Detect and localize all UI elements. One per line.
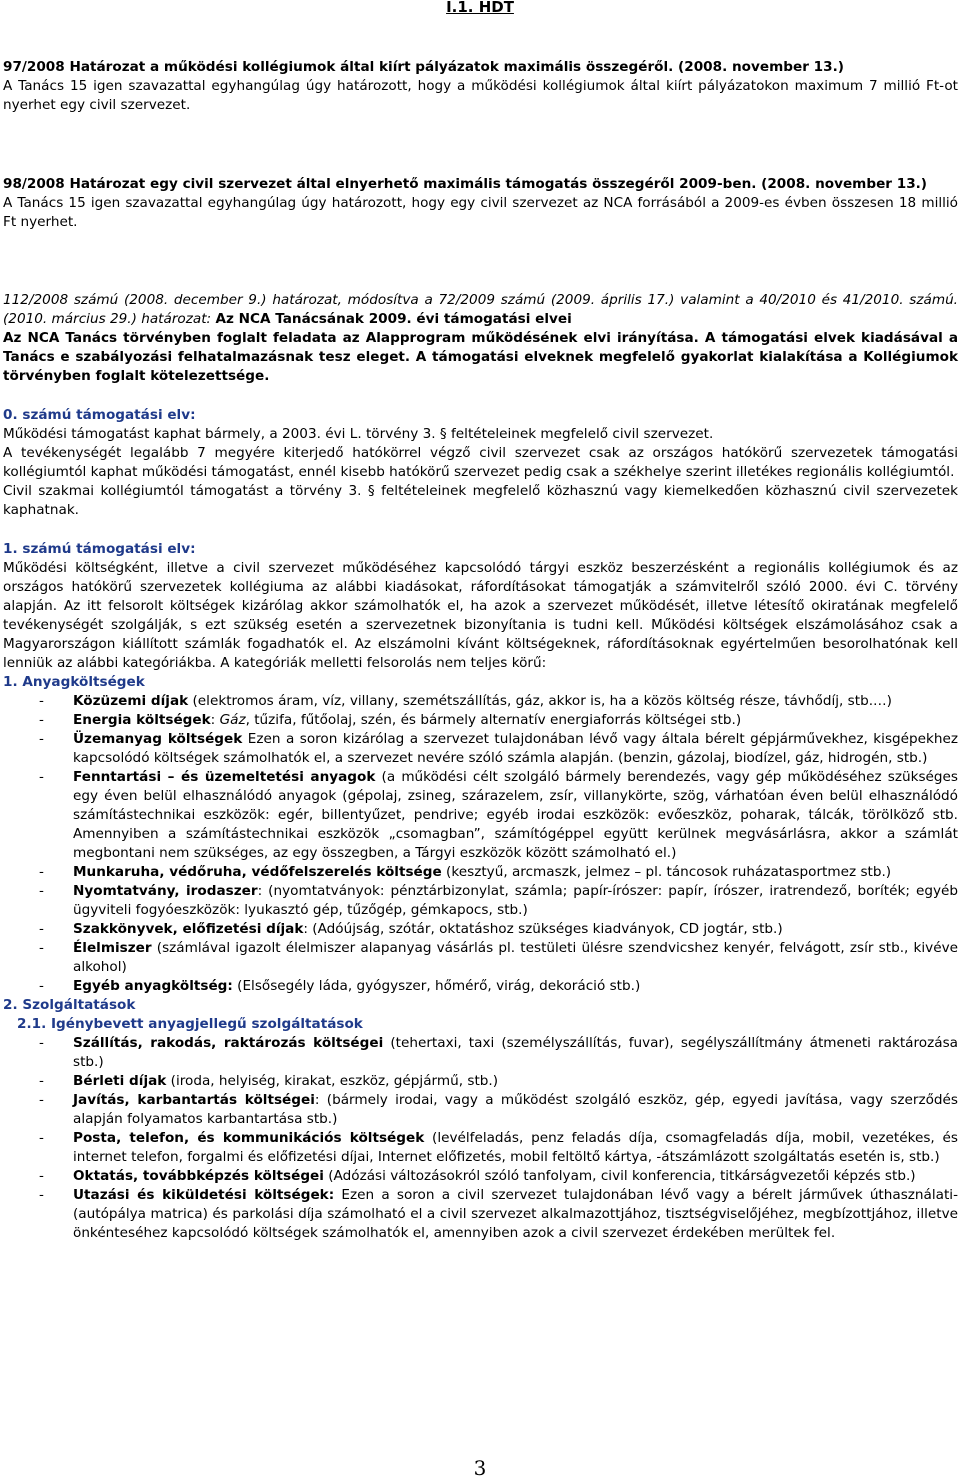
list-text: , tűzifa, fűtőolaj, szén, és bármely alternatív energiaforrás költségei stb.) (245, 712, 742, 728)
list-term: Szakkönyvek, előfizetési díjak (73, 921, 304, 937)
principle-0-heading: 0. számú támogatási elv: (3, 407, 196, 423)
principle-0-line1-b: § feltételeinek megfelelő civil szervezet. (439, 426, 714, 442)
list-item-oktatas (3, 1167, 958, 1186)
list-term: Üzemanyag költségek (73, 731, 243, 747)
resolution-98 (3, 175, 958, 232)
list-dash: - (39, 1092, 44, 1108)
list-text: (iroda, helyiség, kirakat, eszköz, gépjármű, stb.) (166, 1073, 499, 1089)
list-term: Energia költségek (73, 712, 211, 728)
list-item-uzemanyag (3, 730, 958, 768)
principle-0-line1-a: Működési támogatást kaphat bármely, a 2003. évi L. törvény 3. (3, 426, 436, 442)
list-term: Posta, telefon, és kommunikációs költségek (73, 1130, 425, 1146)
resolution-112-intro (3, 329, 958, 386)
list-dash: - (39, 864, 44, 880)
list-item-fenntartasi (3, 768, 958, 863)
list-text: (elektromos áram, víz, villany, szemétszállítás, gáz, akkor is, ha a közös költség része, távhődíj, stb.…) (188, 693, 892, 709)
list-text: : (bármely irodai, vagy a működést szolgáló eszköz, gép, egyedi javítása, vagy szerződés alapján folyamatos karbantartása stb.) (73, 1092, 958, 1127)
list-text: Ezen a soron a civil szervezet tulajdonában lévő vagy a bérelt járművek úthasználati- (autópálya matrica) és parkolási díja számolható el a civil szervezet alkalmazottjához, tisztségviselőjéhez, megbízottjához, illetve önkénteséhez kapcsolódó költségek számolhatók el, amennyiben azok a civil szervezet érdekében merültek fel. (73, 1187, 958, 1241)
list-term: Oktatás, továbbképzés költségei (73, 1168, 324, 1184)
list-term: Munkaruha, védőruha, védőfelszerelés költsége (73, 864, 442, 880)
principle-0-para3-b: § feltételeinek megfelelő közhasznú vagy kiemelkedően közhasznú civil szervezetek kaphatnak. (3, 483, 959, 518)
principle-0-para3 (3, 482, 958, 520)
intro-sentence-2: A támogatási elvek kiadásával a Tanács e szabályozási felhatalmazásnak tesz eleget. (3, 330, 959, 365)
list-text: : (nyomtatványok: pénztárbizonylat, számla; papír-írószer: papír, írószer, iratrendező, boríték; egyéb ügyviteli fogyóeszközök: lyukasztó gép, tűzőgép, gémkapocs, stb.) (73, 883, 958, 918)
list-term: Javítás, karbantartás költségei (73, 1092, 315, 1108)
list-text: (számlával igazolt élelmiszer alapanyag vásárlás pl. testületi ülésre szendvicshez kenyér, felvágott, zsír stb., kivéve alkohol) (73, 940, 958, 975)
list-item-nyomtatvany (3, 882, 958, 920)
category-1-heading: 1. Anyagköltségek (3, 674, 145, 690)
list-item-szakkonyvek (3, 920, 958, 939)
principle-1-heading: 1. számú támogatási elv: (3, 541, 196, 557)
principle-0-line1 (3, 425, 958, 444)
resolution-97-heading: 97/2008 Határozat a működési kollégiumok által kiírt pályázatok maximális összegéről. (2008. november 13.) (3, 59, 844, 75)
principle-0 (3, 406, 958, 520)
list-item-utazasi (3, 1186, 958, 1243)
resolution-97 (3, 58, 958, 115)
list-item-egyeb (3, 977, 958, 996)
list-text: (Adózási változásokról szóló tanfolyam, civil konferencia, titkárságvezetői képzés stb.) (323, 1168, 916, 1184)
list-dash: - (39, 712, 44, 728)
list-item-kozuzemi (3, 692, 958, 711)
list-dash: - (39, 1187, 44, 1203)
list-dash: - (39, 1130, 44, 1146)
list-term: Utazási és kiküldetési költségek: (73, 1187, 335, 1203)
list-dash: - (39, 731, 44, 747)
list-dash: - (39, 1035, 44, 1051)
list-text: (kesztyű, arcmaszk, jelmez – pl. táncosok ruházatasportmez stb.) (441, 864, 892, 880)
list-dash: - (39, 940, 44, 956)
list-text: (tehertaxi, taxi (személyszállítás, fuvar), segélyszállítmány átmeneti raktározása stb.) (73, 1035, 958, 1070)
resolution-112-reference (3, 291, 958, 329)
list-term: Nyomtatvány, irodaszer (73, 883, 258, 899)
list-item-munkaruha (3, 863, 958, 882)
list-text: : (210, 712, 220, 728)
list-text: (Elsősegély láda, gyógyszer, hőmérő, virág, dekoráció stb.) (232, 978, 641, 994)
intro-sentence-3: A támogatási elveknek megfelelő gyakorlat kialakítása a Kollégiumok törvényben foglalt kötelezettsége. (3, 349, 958, 384)
list-term: Fenntartási – és üzemeltetési anyagok (73, 769, 376, 785)
principle-1-text: Működési költségként, illetve a civil szervezet működéséhez kapcsolódó tárgyi eszköz beszerzésként a regionális kollégiumok és az országos hatókörű szervezetek kollégiuma az alábbi kiadásokat, ráfordításokat támogatják a számvitelről szóló 2000. évi C. törvény alapján. Az itt felsorolt költségek kizárólag akkor számolhatók el, ha azok a szervezet működését, illetve létesítő okiratának megfelelő tevékenységét szolgálják, s ezt szükség esetén a szervezetnek bizonyítania is tudni kell. Működési költségek elszámolásához csak a Magyarországon kiállított számlák fogadhatók el. Az elszámolni kívánt költségeknek, ráfordításoknak egyértelműen besorolhatónak kell lenniük az alábbi kategóriákba. A kategóriák melletti felsorolás nem teljes körű: (3, 560, 958, 671)
resolution-112 (3, 291, 958, 386)
principle-0-para3-a: Civil szakmai kollégiumtól támogatást a törvény 3. (3, 483, 362, 499)
list-dash: - (39, 883, 44, 899)
list-text: : (Adóújság, szótár, oktatáshoz szükséges kiadványok, CD jogtár, stb.) (303, 921, 783, 937)
list-dash: - (39, 978, 44, 994)
list-dash: - (39, 693, 44, 709)
list-item-szallitas (3, 1034, 958, 1072)
resolution-97-text: A Tanács 15 igen szavazattal egyhangúlag úgy határozott, hogy a működési kollégiumok által kiírt pályázatokon maximum 7 millió Ft-ot nyerhet egy civil szervezet. (3, 78, 958, 113)
list-term: Bérleti díjak (73, 1073, 167, 1089)
page-title: I.1. HDT (446, 0, 514, 16)
principle-0-para2: A tevékenységét legalább 7 megyére kiterjedő hatókörrel végző civil szervezet csak az országos hatókörű szervezetek támogatási kollégiumtól kaphat működési támogatást, ennél kisebb hatókörű szervezet pedig csak a székhelye szerint illetékes regionális kollégiumtól. (3, 445, 958, 480)
list-item-elelmiszer (3, 939, 958, 977)
list-dash: - (39, 769, 44, 785)
list-text: (levélfeladás, penz feladás díja, csomagfeladás díja, mobil, vezetékes, és internet telefon, forgalmi és előfizetési díjai, Internet előfizetés, mobil feltöltő kártya, -átszámlázott szolgáltatás esetén is, stb.) (73, 1130, 958, 1165)
list-term: Egyéb anyagköltség: (73, 978, 233, 994)
resolution-112-ref-text: 112/2008 számú (2008. december 9.) határozat, módosítva a 72/2009 számú (2009. április 17.) valamint a 40/2010 és 41/2010. számú. (2010. március 29.) határozat: (3, 292, 958, 327)
list-term: Közüzemi díjak (73, 693, 189, 709)
principle-1 (3, 540, 958, 1243)
list-item-berleti (3, 1072, 958, 1091)
list-dash: - (39, 921, 44, 937)
category-2-heading: 2. Szolgáltatások (3, 997, 136, 1013)
list-dash: - (39, 1168, 44, 1184)
list-item-energia (3, 711, 958, 730)
list-text: (a működési célt szolgáló bármely berendezés, vagy gép működéséhez szükséges egy éven belül elhasználódó anyagok (gépolaj, zsineg, szárazelem, zsír, villanykörte, szög, várhatóan éven belül elhasználódó számítástechnikai eszközök: egér, billentyűzet, pendrive; egyéb irodai eszközök: evőeszköz, poharak, tálcák, törölköző stb. Amennyiben a számítástechnikai eszközök „csomagban”, számítógéppel együtt kerülnek megvásárlásra, akkor a számlát megbontani nem szükséges, az egy összegben, a Tárgyi eszközök között számolható el.) (73, 769, 958, 861)
resolution-98-heading: 98/2008 Határozat egy civil szervezet által elnyerhető maximális támogatás összegéről 2009-ben. (2008. november 13.) (3, 176, 928, 192)
list-item-javitas (3, 1091, 958, 1129)
list-dash: - (39, 1073, 44, 1089)
category-2-1-heading: 2.1. Igénybevett anyagjellegű szolgáltatások (17, 1016, 363, 1032)
intro-sentence-1: Az NCA Tanács törvényben foglalt feladata az Alapprogram működésének elvi irányítása. (3, 330, 699, 346)
list-item-posta (3, 1129, 958, 1167)
list-term: Szállítás, rakodás, raktározás költségei (73, 1035, 384, 1051)
list-text-italic: Gáz (219, 712, 246, 728)
resolution-98-text: A Tanács 15 igen szavazattal egyhangúlag úgy határozott, hogy egy civil szervezet az NCA forrásából a 2009-es évben összesen 18 millió Ft nyerhet. (3, 195, 958, 230)
list-text: Ezen a soron kizárólag a szervezet tulajdonában lévő vagy általa bérelt gépjárművekhez, kisgépekhez kapcsolódó költségek számolhatók el, a szervezet nevére szóló számla alapján. (benzin, gázolaj, biodízel, gáz, hidrogén, stb.) (73, 731, 959, 766)
list-term: Élelmiszer (73, 940, 152, 956)
resolution-112-ref-title: Az NCA Tanácsának 2009. évi támogatási elvei (215, 311, 572, 327)
page-number: 3 (473, 1456, 487, 1480)
